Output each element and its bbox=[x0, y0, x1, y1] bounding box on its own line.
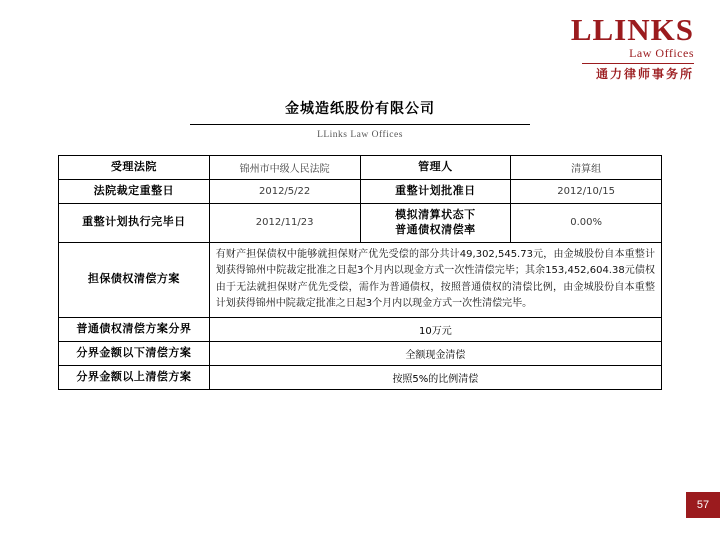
row-value-common-claim-threshold: 10万元 bbox=[209, 317, 661, 341]
table-row bbox=[59, 156, 662, 180]
row-label-administrator: 管理人 bbox=[360, 156, 511, 180]
logo-wordmark: LLINKS bbox=[570, 12, 694, 47]
label-line-1: 模拟清算状态下 bbox=[395, 207, 476, 221]
row-value-administrator: 清算组 bbox=[511, 156, 662, 180]
logo-divider bbox=[582, 63, 694, 64]
row-label-simulated-liquidation-rate bbox=[360, 203, 511, 242]
table-row bbox=[59, 341, 662, 365]
table-row bbox=[59, 203, 662, 242]
table-row bbox=[59, 242, 662, 317]
row-value-ruling-date: 2012/5/22 bbox=[209, 180, 360, 204]
row-value-court: 锦州市中级人民法院 bbox=[209, 156, 360, 180]
label-line-2: 普通债权清偿率 bbox=[395, 222, 476, 236]
table-row bbox=[59, 180, 662, 204]
title-divider bbox=[190, 124, 530, 125]
title-block bbox=[190, 98, 530, 140]
row-label-ruling-date: 法院裁定重整日 bbox=[59, 180, 210, 204]
row-label-court: 受理法院 bbox=[59, 156, 210, 180]
page-title: 金城造纸股份有限公司 bbox=[285, 101, 435, 117]
logo-tagline: Law Offices bbox=[629, 46, 694, 60]
row-label-secured-claim-plan: 担保债权清偿方案 bbox=[59, 242, 210, 317]
restructuring-summary-table bbox=[58, 155, 662, 390]
row-label-above-threshold-plan: 分界金额以上清偿方案 bbox=[59, 365, 210, 389]
logo-chinese-name: 通力律师事务所 bbox=[595, 67, 694, 81]
row-value-secured-claim-plan: 有财产担保债权中能够就担保财产优先受偿的部分共计49,302,545.73元，由金城股份自本重整计划获得锦州中院裁定批准之日起3个月内以现金方式一次性清偿完毕；其余153,452,604.38元债权由于无法就担保财产优先受偿，需作为普通债权，按照普通债权的清偿比例，由金城股份自本重整计划获得锦州中院裁定批准之日起3个月内以现金方式一次性清偿完毕。 bbox=[209, 242, 661, 317]
company-logo bbox=[571, 14, 694, 80]
row-label-below-threshold-plan: 分界金额以下清偿方案 bbox=[59, 341, 210, 365]
page-number-badge: 57 bbox=[686, 492, 720, 518]
row-value-completion-date: 2012/11/23 bbox=[209, 203, 360, 242]
row-value-below-threshold-plan: 全额现金清偿 bbox=[209, 341, 661, 365]
row-label-approval-date: 重整计划批准日 bbox=[360, 180, 511, 204]
row-value-approval-date: 2012/10/15 bbox=[511, 180, 662, 204]
row-label-common-claim-threshold: 普通债权清偿方案分界 bbox=[59, 317, 210, 341]
table-row bbox=[59, 365, 662, 389]
table-row bbox=[59, 317, 662, 341]
row-label-completion-date: 重整计划执行完毕日 bbox=[59, 203, 210, 242]
page-subtitle: LLinks Law Offices bbox=[317, 130, 403, 140]
row-value-above-threshold-plan: 按照5%的比例清偿 bbox=[209, 365, 661, 389]
row-value-simulated-liquidation-rate: 0.00% bbox=[511, 203, 662, 242]
